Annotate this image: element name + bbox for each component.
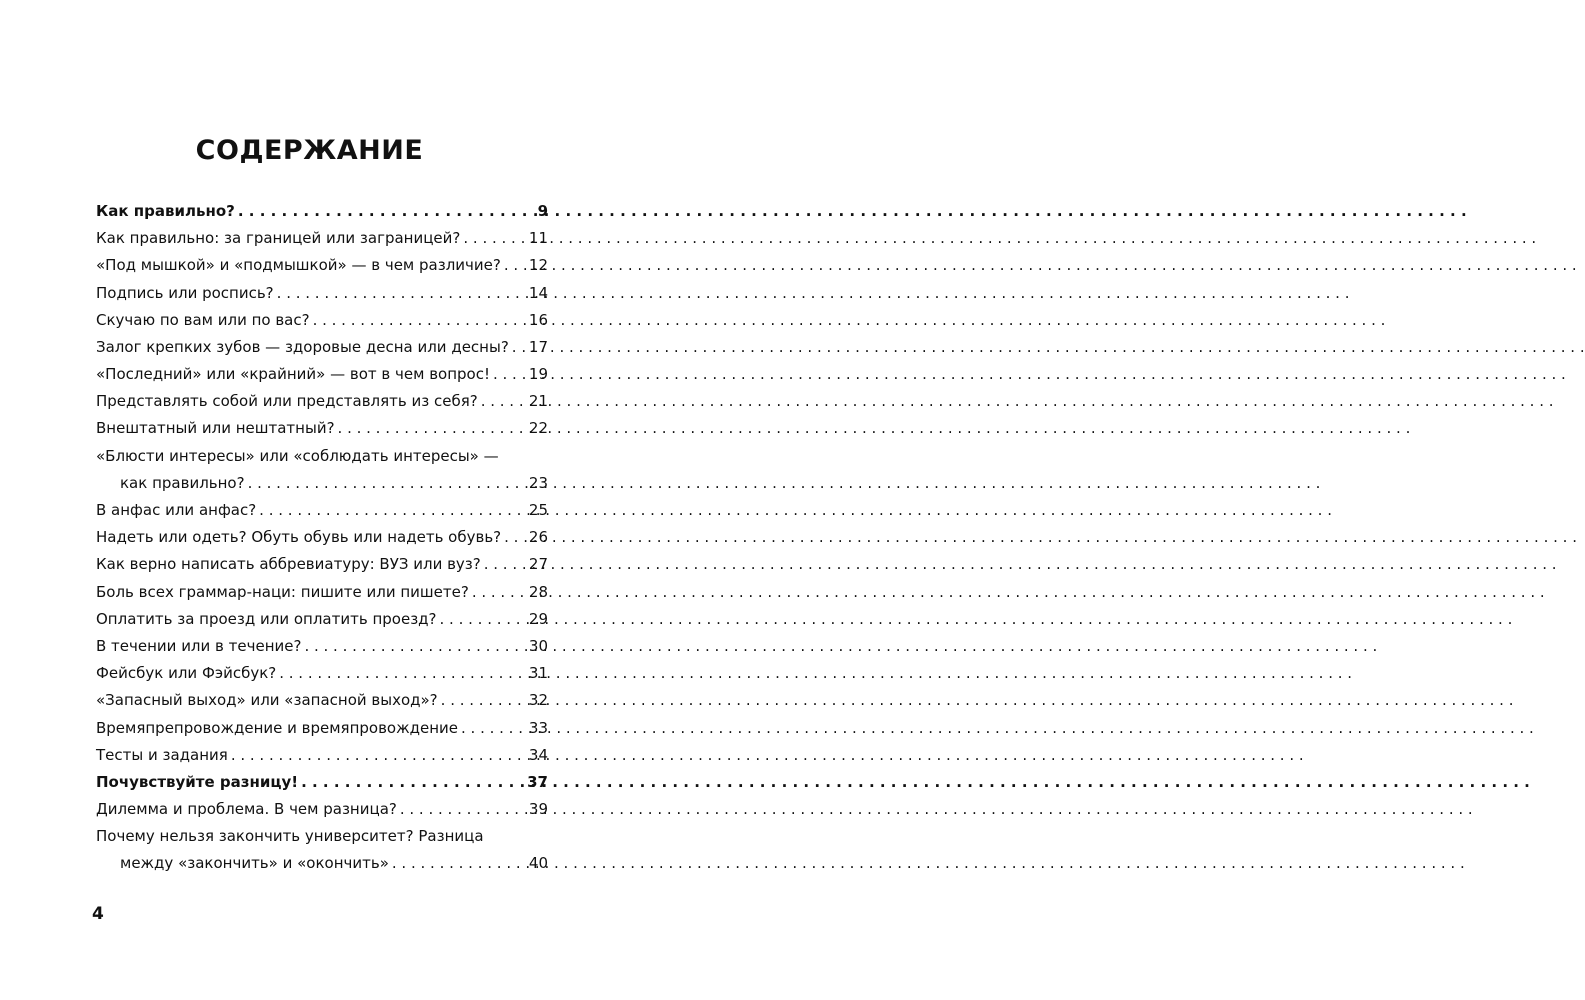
- toc-page-number: 30: [528, 636, 548, 655]
- toc-page-number: 14: [528, 283, 548, 302]
- toc-leader-dots: [298, 769, 523, 796]
- toc-leader-dots: [235, 198, 524, 225]
- toc-entry-first-line[interactable]: [96, 443, 548, 470]
- toc-leader-dots: [478, 388, 524, 415]
- toc-entry-title: Подпись или роспись?: [96, 283, 274, 302]
- toc-entry-title: Залог крепких зубов — здоровые десна или десны?: [96, 337, 509, 356]
- toc-leader-dots: [490, 361, 524, 388]
- toc-leader-dots: [335, 415, 524, 442]
- toc-entry[interactable]: [96, 524, 548, 551]
- toc-entry[interactable]: [96, 687, 548, 714]
- toc-page-number: 11: [528, 229, 548, 248]
- toc-page-number: 26: [528, 528, 548, 547]
- toc-entry[interactable]: [96, 660, 548, 687]
- toc-page-number: 37: [527, 772, 548, 791]
- toc-entry[interactable]: [96, 361, 548, 388]
- toc-page-number: 22: [528, 419, 548, 438]
- page-title: СОДЕРЖАНИЕ: [195, 135, 424, 166]
- toc-leader-dots: [501, 524, 524, 551]
- toc-entry[interactable]: [96, 280, 548, 307]
- toc-page-number: 33: [528, 718, 548, 737]
- toc-leader-dots: [256, 497, 524, 524]
- toc-page-number: 28: [528, 582, 548, 601]
- toc-section-entry[interactable]: [96, 769, 548, 796]
- toc-entry-title: Тесты и задания: [96, 745, 228, 764]
- toc-entry-title: «Последний» или «крайний» — вот в чем вопрос!: [96, 365, 490, 384]
- toc-entry[interactable]: [96, 334, 548, 361]
- toc-entry-title: «Запасный выход» или «запасной выход»?: [96, 691, 438, 710]
- toc-page-number: 31: [528, 664, 548, 683]
- toc-entry[interactable]: [96, 633, 548, 660]
- toc-entry[interactable]: [96, 252, 548, 279]
- toc-entry-title-continued: между «закончить» и «окончить»: [120, 854, 389, 873]
- toc-entry[interactable]: [96, 579, 548, 606]
- toc-leader-dots: [509, 334, 524, 361]
- toc-entry-title: Оплатить за проезд или оплатить проезд?: [96, 609, 437, 628]
- toc-leader-dots: [397, 796, 524, 823]
- toc-leader-dots: [438, 687, 524, 714]
- toc-page-number: 32: [528, 691, 548, 710]
- toc-entry-title: Дилемма и проблема. В чем разница?: [96, 800, 397, 819]
- toc-entry-title: Скучаю по вам или по вас?: [96, 310, 310, 329]
- toc-page-number: 40: [528, 854, 548, 873]
- toc-leader-dots: [301, 633, 524, 660]
- toc-entry[interactable]: [96, 742, 548, 769]
- toc-entry-title-continued: как правильно?: [120, 473, 245, 492]
- toc-entry[interactable]: [96, 551, 548, 578]
- toc-section-entry[interactable]: [96, 198, 548, 225]
- toc-leader-dots: [310, 307, 524, 334]
- toc-page-number: 21: [528, 392, 548, 411]
- toc-page-number: 34: [528, 745, 548, 764]
- toc-leader-dots: [469, 579, 524, 606]
- toc-entry[interactable]: [96, 796, 548, 823]
- toc-entry-title: Почувствуйте разницу!: [96, 772, 299, 791]
- toc-entry-title: Внештатный или нештатный?: [96, 419, 335, 438]
- toc-leader-dots: [501, 252, 524, 279]
- toc-leader-dots: [481, 551, 524, 578]
- toc-leader-dots: [276, 660, 524, 687]
- toc-page-number: 16: [528, 310, 548, 329]
- toc-entry-title: Как правильно: за границей или заграницей?: [96, 229, 461, 248]
- toc-entry-title: «Блюсти интересы» или «соблюдать интересы» —: [96, 446, 499, 465]
- toc-page-number: 27: [528, 555, 548, 574]
- toc-entry[interactable]: [96, 388, 548, 415]
- toc-entry[interactable]: [96, 416, 548, 443]
- toc-entry-title: Как верно написать аббревиатуру: ВУЗ или вуз?: [96, 555, 481, 574]
- toc-entry-title: Почему нельзя закончить университет? Разница: [96, 827, 484, 846]
- toc-entry-title: «Под мышкой» и «подмышкой» — в чем различие?: [96, 256, 501, 275]
- table-of-contents: [96, 198, 548, 878]
- toc-entry-title: В течении или в течение?: [96, 636, 302, 655]
- toc-page-number: 9: [537, 201, 548, 220]
- toc-page-number: 23: [528, 473, 548, 492]
- toc-entry-first-line[interactable]: [96, 823, 548, 850]
- toc-leader-dots: [437, 606, 524, 633]
- toc-leader-dots: [274, 280, 524, 307]
- toc-page-number: 17: [528, 337, 548, 356]
- toc-leader-dots: [228, 742, 524, 769]
- toc-entry[interactable]: [96, 606, 548, 633]
- page-footer-number: 4: [92, 904, 104, 924]
- toc-page-number: 25: [528, 501, 548, 520]
- toc-entry-title: Фейсбук или Фэйсбук?: [96, 664, 277, 683]
- toc-entry[interactable]: [96, 225, 548, 252]
- toc-entry-title: Времяпрепровождение и времяпровождение: [96, 718, 458, 737]
- toc-leader-dots: [245, 470, 524, 497]
- toc-entry-title: Надеть или одеть? Обуть обувь или надеть обувь?: [96, 528, 502, 547]
- toc-page-number: 39: [528, 800, 548, 819]
- toc-entry-title: Боль всех граммар-наци: пишите или пишете?: [96, 582, 469, 601]
- toc-entry-continued[interactable]: [96, 470, 548, 497]
- toc-page-number: 12: [528, 256, 548, 275]
- toc-entry-continued[interactable]: [96, 851, 548, 878]
- toc-page-number: 19: [528, 365, 548, 384]
- toc-entry-title: Представлять собой или представлять из себя?: [96, 392, 478, 411]
- toc-leader-dots: [458, 715, 524, 742]
- toc-leader-dots: [389, 850, 524, 877]
- toc-entry-title: Как правильно?: [96, 201, 235, 220]
- toc-page-number: 29: [528, 609, 548, 628]
- toc-entry[interactable]: [96, 307, 548, 334]
- toc-entry[interactable]: [96, 715, 548, 742]
- toc-entry[interactable]: [96, 497, 548, 524]
- toc-leader-dots: [460, 225, 524, 252]
- toc-entry-title: В анфас или анфас?: [96, 501, 257, 520]
